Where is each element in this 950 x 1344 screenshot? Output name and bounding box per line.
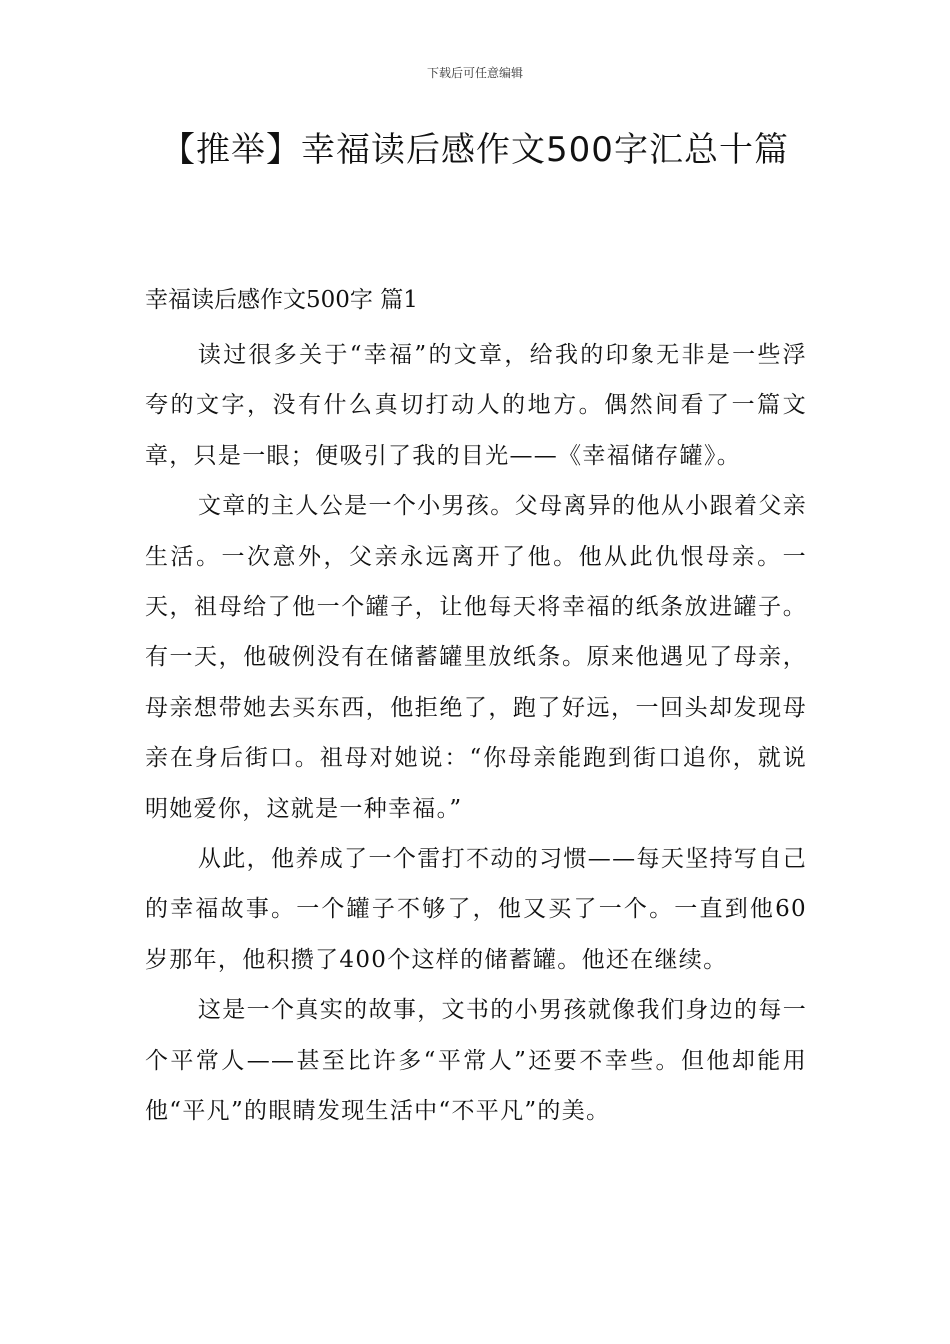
document-body — [145, 280, 807, 1137]
paragraph-1: 读过很多关于“幸福”的文章，给我的印象无非是一些浮夸的文字，没有什么真切打动人的地方。偶然间看了一篇文章，只是一眼；便吸引了我的目光——《幸福储存罐》。 — [145, 342, 807, 469]
document-title: 【推举】幸福读后感作文500字汇总十篇 — [161, 130, 789, 170]
section-heading: 幸福读后感作文500字 篇1 — [145, 287, 418, 313]
paragraph-3: 从此，他养成了一个雷打不动的习惯——每天坚持写自己的幸福故事。一个罐子不够了，他又买了一个。一直到他60岁那年，他积攒了400个这样的储蓄罐。他还在继续。 — [145, 846, 807, 973]
paragraph-2: 文章的主人公是一个小男孩。父母离异的他从小跟着父亲生活。一次意外，父亲永远离开了他。他从此仇恨母亲。一天，祖母给了他一个罐子，让他每天将幸福的纸条放进罐子。有一天，他破例没有在储蓄罐里放纸条。原来他遇见了母亲，母亲想带她去买东西，他拒绝了，跑了好远，一回头却发现母亲在身后街口。祖母对她说：“你母亲能跑到街口追你，就说明她爱你，这就是一种幸福。” — [145, 493, 807, 822]
header-note: 下载后可任意编辑 — [426, 66, 523, 80]
paragraph-4: 这是一个真实的故事，文书的小男孩就像我们身边的每一个平常人——甚至比许多“平常人”还要不幸些。但他却能用他“平凡”的眼睛发现生活中“不平凡”的美。 — [145, 997, 807, 1125]
